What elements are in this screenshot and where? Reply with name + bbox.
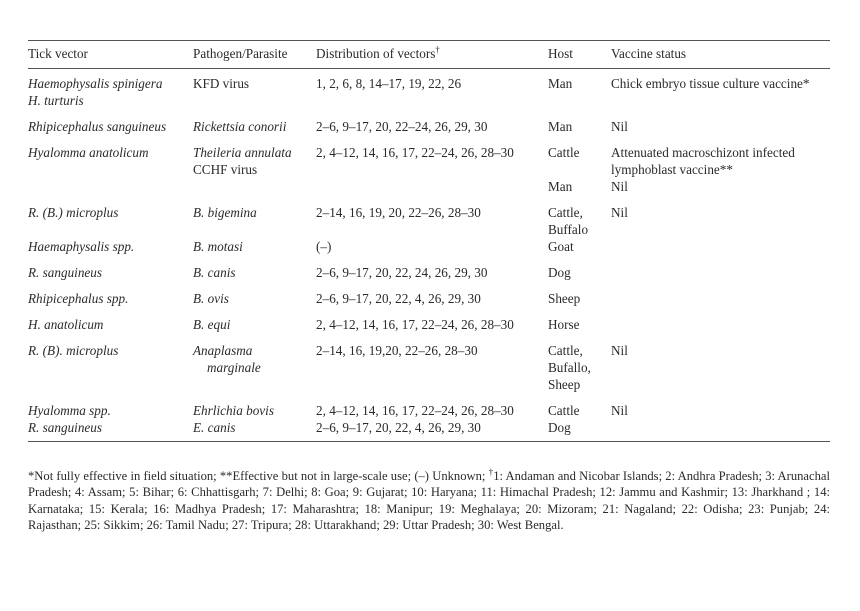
pathogen-cell: B. canis [193,265,236,280]
host-cell: Cattle, [548,343,583,358]
table-top-rule [28,40,830,41]
vector-cell: R. (B.) microplus [28,205,119,220]
header-pathogen: Pathogen/Parasite [193,46,288,61]
vector-cell: R. sanguineus [28,420,102,435]
pathogen-cell: B. motasi [193,239,243,254]
table-row [28,238,830,255]
table-row [28,359,830,376]
table-row [28,204,830,221]
table-row [28,419,830,436]
distribution-cell: (–) [316,239,332,254]
pathogen-continuation: marginale [207,360,261,375]
vaccine-cell: Nil [611,403,628,418]
pathogen-cell: B. ovis [193,291,229,306]
pathogen-cell: E. canis [193,420,236,435]
pathogen-cell: KFD virus [193,76,250,91]
header-tick-vector: Tick vector [28,46,88,61]
vector-cell: Haemaphysalis spp. [28,239,135,254]
table-row [28,264,830,281]
table-bottom-rule [28,441,830,442]
table-row [28,92,830,109]
vector-cell: R. sanguineus [28,265,102,280]
pathogen-cell: Rickettsia conorii [193,119,287,134]
table-row [28,290,830,307]
host-cell: Man [548,76,573,91]
distribution-cell: 2–6, 9–17, 20, 22, 4, 26, 29, 30 [316,291,481,306]
footnote-state-codes: 1: Andaman and Nicobar Islands; 2: Andhra Pradesh; 3: Arunachal Pradesh; 4: Assam; 5: Bihar; 6: Chhattisgarh; 7: Delhi; 8: Goa; 9: Gujarat; 10: Haryana; 11: Himachal Pradesh; 12: Jammu and Kashmir; 13: Jharkhand ; 14: Karnataka; 15: Kerala; 16: Madhya Pradesh; 17: Maharashtra; 18: Manipur; 19: Meghalaya; 20: Mizoram; 21: Nagaland; 22: Odisha; 23: Punjab; 24: Rajasthan; 25: Sikkim; 26: Tamil Nadu; 27: Tripura; 28: Uttarakhand; 29: Uttar Pradesh; 30: West Bengal. [28,468,830,533]
host-cell: Buffalo [548,222,589,237]
distribution-cell: 2–6, 9–17, 20, 22, 4, 26, 29, 30 [316,420,481,435]
vector-cell: H. anatolicum [28,317,104,332]
table-row [28,316,830,333]
document-page [28,0,830,611]
distribution-cell: 2–6, 9–17, 20, 22, 24, 26, 29, 30 [316,265,488,280]
distribution-cell: 2, 4–12, 14, 16, 17, 22–24, 26, 28–30 [316,145,514,160]
distribution-cell: 1, 2, 6, 8, 14–17, 19, 22, 26 [316,76,462,91]
vector-cell: R. (B). microplus [28,343,119,358]
pathogen-cell: CCHF virus [193,162,258,177]
distribution-cell: 2, 4–12, 14, 16, 17, 22–24, 26, 28–30 [316,317,514,332]
table-row [28,118,830,135]
vector-cell: Hyalomma spp. [28,403,111,418]
vaccine-cell: Nil [611,343,628,358]
vector-cell: Rhipicephalus spp. [28,291,129,306]
table-row [28,161,830,178]
table-row [28,221,830,238]
table-header-row [28,45,830,69]
table-row [28,178,830,195]
host-cell: Dog [548,420,571,435]
header-distribution-dagger: † [435,44,440,55]
host-cell: Sheep [548,377,581,392]
host-cell: Goat [548,239,574,254]
vaccine-cell: lymphoblast vaccine** [611,162,733,177]
host-cell: Horse [548,317,580,332]
vector-cell: Haemophysalis spinigera [28,76,163,91]
distribution-cell: 2–14, 16, 19, 20, 22–26, 28–30 [316,205,481,220]
tick-vector-table [28,45,830,436]
host-cell: Sheep [548,291,581,306]
header-vaccine: Vaccine status [611,46,687,61]
pathogen-cell: B. bigemina [193,205,257,220]
host-cell: Cattle, [548,205,583,220]
table-row [28,402,830,419]
pathogen-cell: Theileria annulata [193,145,292,160]
host-cell: Cattle [548,403,580,418]
vector-cell: Hyalomma anatolicum [28,145,149,160]
host-cell: Man [548,119,573,134]
vaccine-cell: Nil [611,205,628,220]
distribution-cell: 2–6, 9–17, 20, 22–24, 26, 29, 30 [316,119,488,134]
table-row [28,376,830,393]
header-distribution-label: Distribution of vectors [316,46,436,61]
vaccine-cell: Chick embryo tissue culture vaccine* [611,76,810,91]
table-row [28,144,830,161]
vaccine-cell: Nil [611,179,628,194]
pathogen-cell [193,359,316,376]
vector-cell: Rhipicephalus sanguineus [28,119,167,134]
vector-cell: H. turturis [28,93,84,108]
host-cell: Cattle [548,145,580,160]
distribution-cell: 2, 4–12, 14, 16, 17, 22–24, 26, 28–30 [316,403,514,418]
header-distribution [316,45,548,69]
vaccine-cell: Attenuated macroschizont infected [611,145,795,160]
footnote-legend: *Not fully effective in field situation; **Effective but not in large-scale use; (–) Unknown; [28,468,489,483]
table-row [28,75,830,92]
pathogen-cell: Anaplasma [193,343,253,358]
header-host: Host [548,46,573,61]
pathogen-cell: Ehrlichia bovis [193,403,274,418]
host-cell: Man [548,179,573,194]
table-footnote [28,468,830,534]
pathogen-cell: B. equi [193,317,231,332]
host-cell: Dog [548,265,571,280]
host-cell: Bufallo, [548,360,591,375]
vaccine-cell: Nil [611,119,628,134]
table-row [28,342,830,359]
footnote-dagger: † [488,466,494,477]
distribution-cell: 2–14, 16, 19,20, 22–26, 28–30 [316,343,478,358]
